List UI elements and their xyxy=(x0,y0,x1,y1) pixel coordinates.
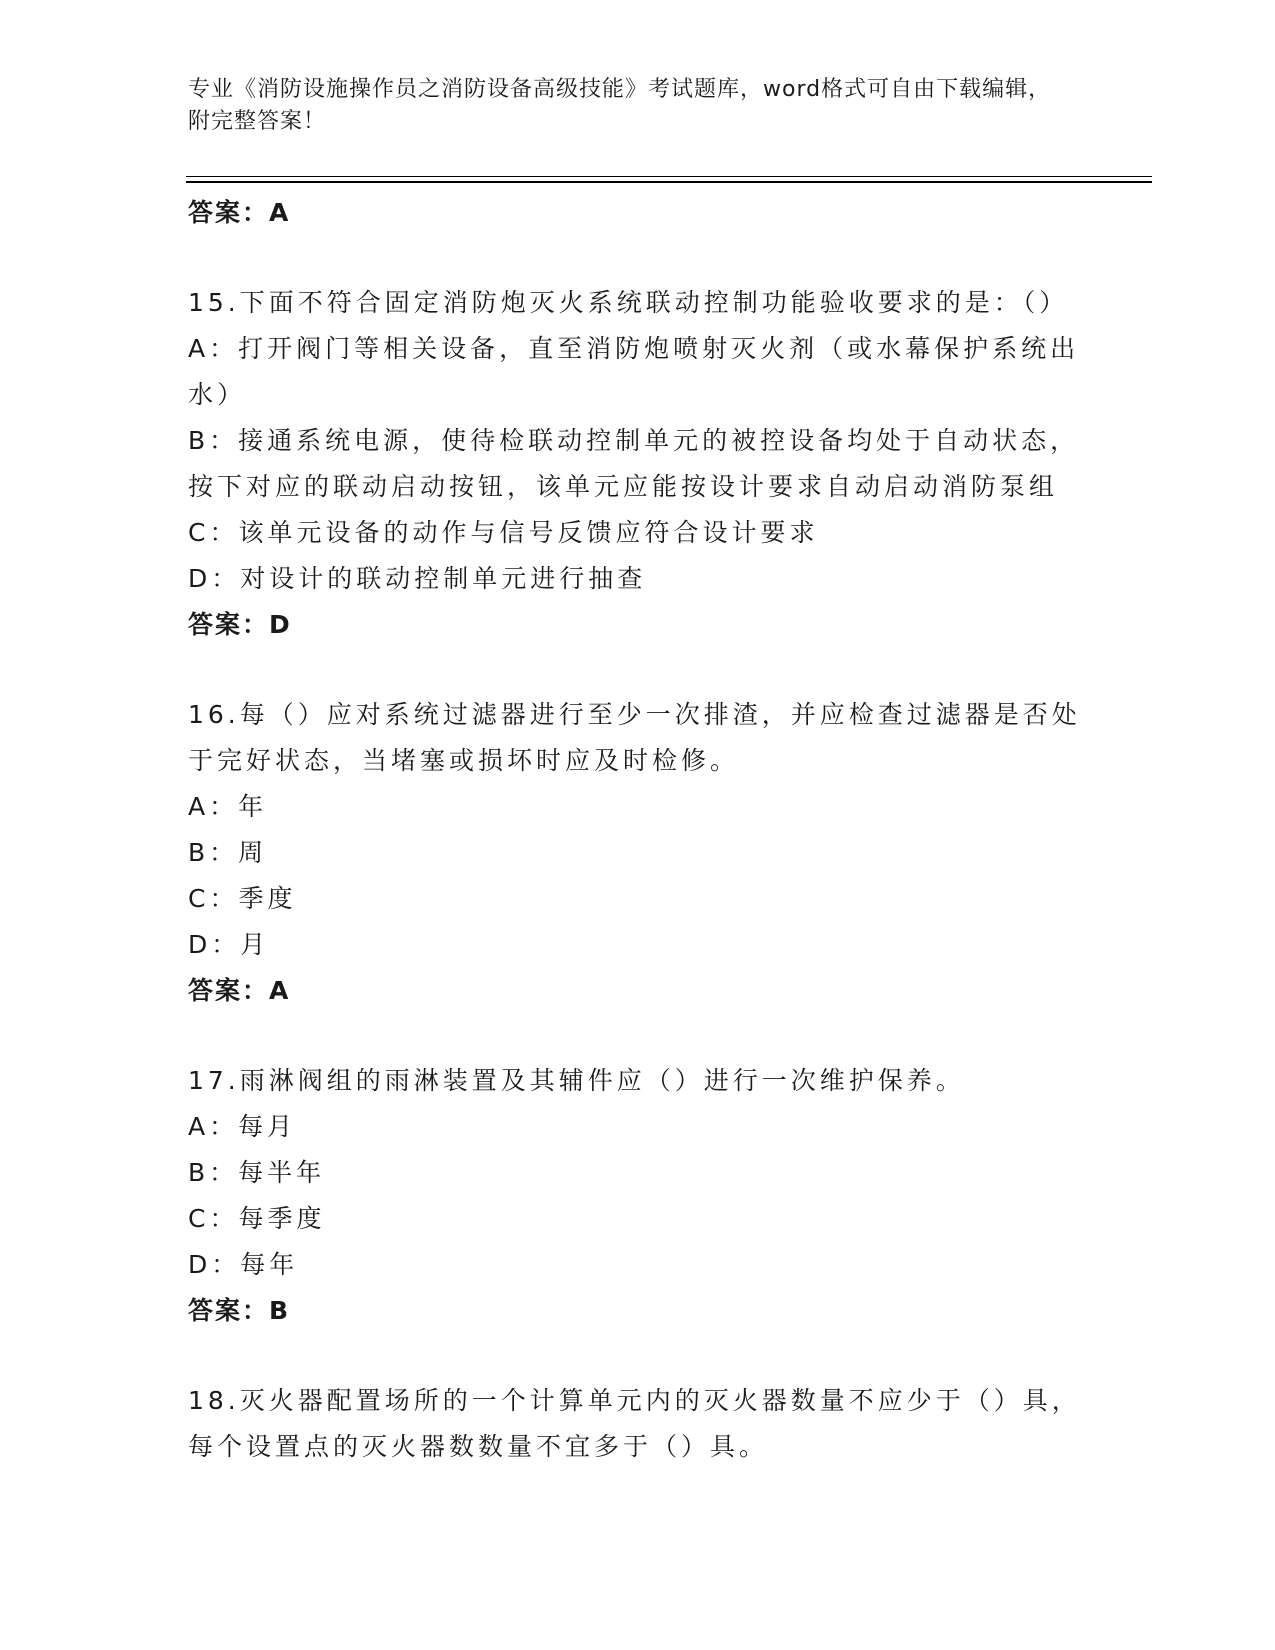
question-stem: 15.下面不符合固定消防炮灭火系统联动控制功能验收要求的是：（） xyxy=(188,288,1069,317)
question-block xyxy=(188,1378,1088,1470)
previous-answer: 答案：A xyxy=(188,198,291,227)
question-block xyxy=(188,1058,1088,1334)
option-b: B：周 xyxy=(188,838,268,867)
option-c: C：每季度 xyxy=(188,1204,326,1233)
question-stem: 18.灭火器配置场所的一个计算单元内的灭火器数量不应少于（）具，每个设置点的灭火器数数量不宜多于（）具。 xyxy=(188,1386,1081,1461)
question-stem: 16.每（）应对系统过滤器进行至少一次排渣，并应检查过滤器是否处于完好状态，当堵塞或损坏时应及时检修。 xyxy=(188,700,1081,775)
question-block xyxy=(188,280,1088,648)
question-block xyxy=(188,692,1088,1014)
question-answer: 答案：A xyxy=(188,976,291,1005)
option-d: D：月 xyxy=(188,930,270,959)
option-a: A：打开阀门等相关设备，直至消防炮喷射灭火剂（或水幕保护系统出水） xyxy=(188,334,1080,409)
spacer xyxy=(188,648,1088,692)
option-a: A：每月 xyxy=(188,1112,297,1141)
spacer xyxy=(188,1014,1088,1058)
header-rule-thin xyxy=(186,176,1152,177)
question-answer: 答案：D xyxy=(188,610,292,639)
question-answer: 答案：B xyxy=(188,1296,291,1325)
question-content xyxy=(188,190,1088,1470)
spacer xyxy=(188,1334,1088,1378)
option-c: C：该单元设备的动作与信号反馈应符合设计要求 xyxy=(188,518,819,547)
spacer xyxy=(188,236,1088,280)
page-header-text: 专业《消防设施操作员之消防设备高级技能》考试题库，word格式可自由下载编辑，附完整答案！ xyxy=(188,77,1052,134)
option-c: C：季度 xyxy=(188,884,297,913)
option-b: B：接通系统电源，使待检联动控制单元的被控设备均处于自动状态，按下对应的联动启动按钮，该单元应能按设计要求自动启动消防泵组 xyxy=(188,426,1080,501)
option-a: A：年 xyxy=(188,792,268,821)
header-rule-thick xyxy=(186,181,1152,183)
option-d: D：每年 xyxy=(188,1250,299,1279)
option-d: D：对设计的联动控制单元进行抽查 xyxy=(188,564,647,593)
question-stem: 17.雨淋阀组的雨淋装置及其辅件应（）进行一次维护保养。 xyxy=(188,1066,965,1095)
option-b: B：每半年 xyxy=(188,1158,326,1187)
